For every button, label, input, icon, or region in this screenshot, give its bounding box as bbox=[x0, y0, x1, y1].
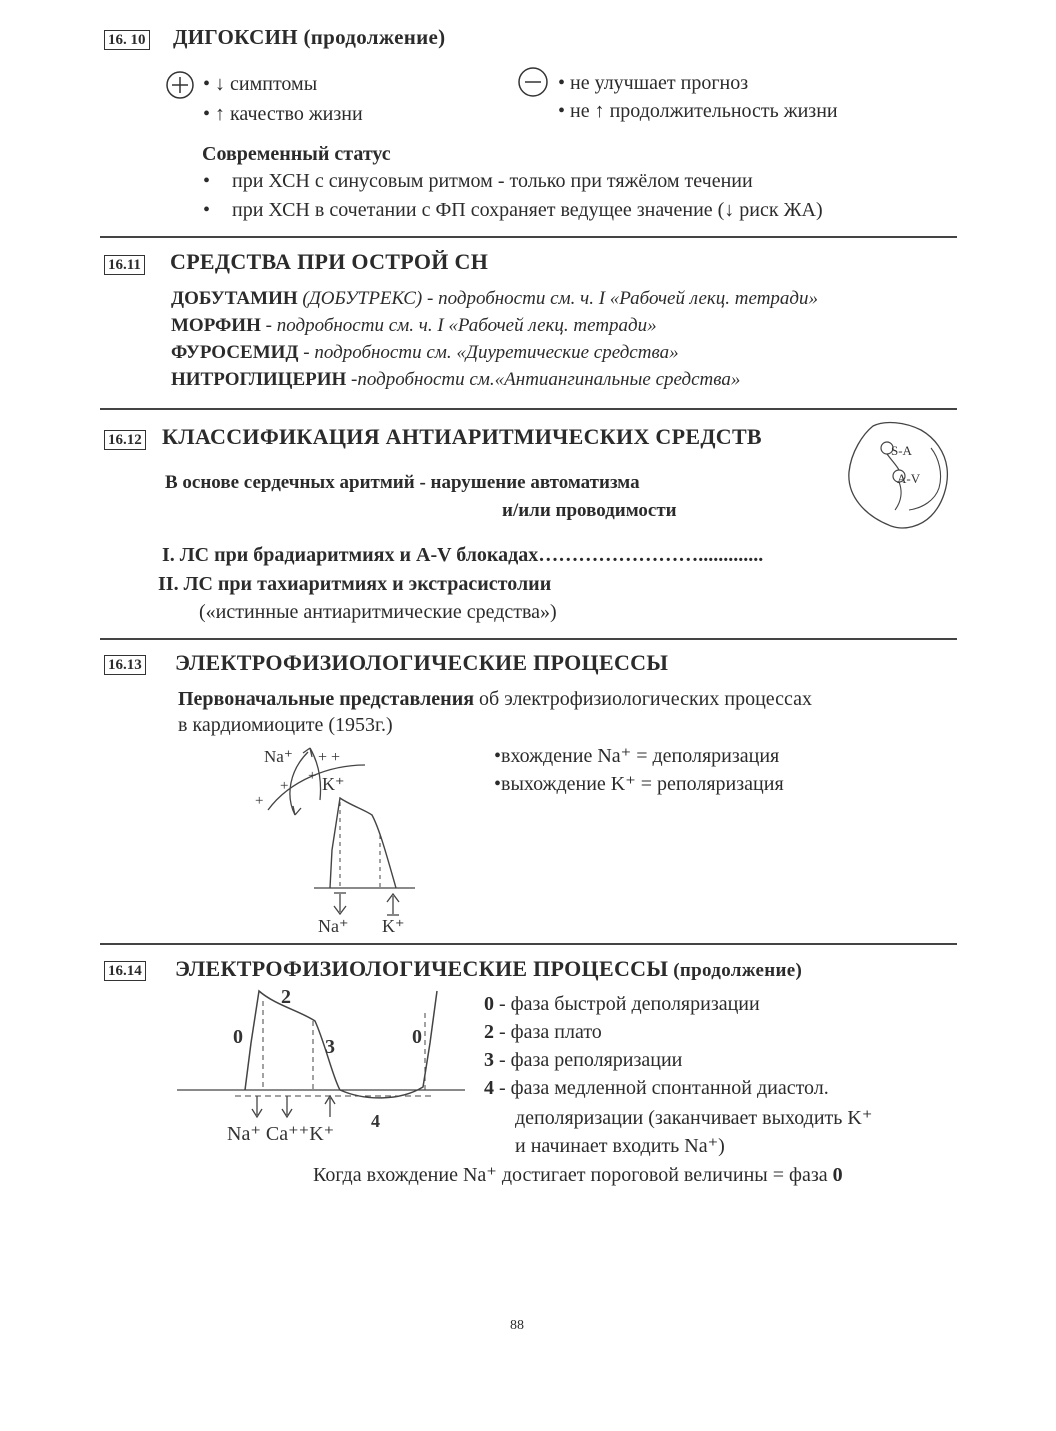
section-number-16-11: 16.11 bbox=[104, 255, 145, 275]
action-potential-phases-diagram bbox=[175, 983, 475, 1148]
plus-item: • ↑ качество жизни bbox=[203, 103, 363, 125]
drug-line-morphine: МОРФИН - подробности см. ч. I «Рабочей лекц. тетради» bbox=[171, 315, 657, 336]
section-divider bbox=[100, 943, 957, 945]
minus-item: • не улучшает прогноз bbox=[558, 72, 749, 94]
k-label: K⁺ bbox=[382, 916, 405, 936]
section-title-antiarrhythmic: КЛАССИФИКАЦИЯ АНТИАРИТМИЧЕСКИХ СРЕДСТВ bbox=[162, 424, 762, 449]
intro-line-1: Первоначальные представления об электрофизиологических процессах bbox=[178, 688, 813, 710]
section-divider bbox=[100, 236, 957, 238]
phase-4-continuation-2: и начинает входить Na⁺) bbox=[515, 1135, 725, 1157]
phase-0-label: 0 bbox=[233, 1026, 243, 1048]
basis-line-2: и/или проводимости bbox=[502, 500, 677, 521]
threshold-line: Когда вхождение Na⁺ достигает пороговой величины = фаза 0 bbox=[313, 1164, 843, 1186]
plus-item: • ↓ симптомы bbox=[203, 73, 318, 95]
ions-label: Na⁺ Ca⁺⁺K⁺ bbox=[227, 1123, 335, 1145]
section-title-digoxin: ДИГОКСИН (продолжение) bbox=[173, 25, 446, 49]
phase-line-2: 2 - фаза плато bbox=[484, 1021, 602, 1043]
na-label: Na⁺ bbox=[318, 916, 349, 936]
svg-text:K⁺: K⁺ bbox=[322, 774, 345, 794]
section-number-16-10: 16. 10 bbox=[104, 30, 150, 50]
drug-line-dobutamine: ДОБУТАМИН (ДОБУТРЕКС) - подробности см. ч. I «Рабочей лекц. тетради» bbox=[171, 288, 819, 309]
phase-4-continuation-1: деполяризации (заканчивает выходить K⁺ bbox=[515, 1107, 873, 1129]
bullet-repolarization: •выхождение K⁺ = реполяризация bbox=[494, 773, 784, 795]
drug-line-furosemide: ФУРОСЕМИД - подробности см. «Диуретические средства» bbox=[171, 342, 679, 363]
section-title-electrophys-cont: ЭЛЕКТРОФИЗИОЛОГИЧЕСКИЕ ПРОЦЕССЫ (продолжение) bbox=[175, 956, 803, 981]
heart-sa-label: S-A bbox=[891, 443, 912, 458]
bullet-dot: • bbox=[203, 199, 211, 221]
status-item: при ХСН в сочетании с ФП сохраняет ведущее значение (↓ риск ЖА) bbox=[232, 199, 823, 221]
drug-line-nitroglycerin: НИТРОГЛИЦЕРИН -подробности см.«Антиангинальные средства» bbox=[171, 369, 741, 390]
heart-conduction-icon bbox=[843, 418, 955, 533]
phase-4-label: 4 bbox=[371, 1111, 380, 1131]
ion-exchange-diagram bbox=[250, 740, 430, 940]
bullet-depolarization: •вхождение Na⁺ = деполяризация bbox=[494, 745, 780, 767]
minus-item: • не ↑ продолжительность жизни bbox=[558, 100, 838, 122]
class-i-line: I. ЛС при брадиаритмиях и A-V блокадах……………………............. bbox=[162, 544, 764, 566]
svg-text:+ +: + + bbox=[318, 749, 341, 766]
phase-line-4: 4 - фаза медленной спонтанной диастол. bbox=[484, 1077, 829, 1099]
plus-circle-icon bbox=[165, 70, 195, 100]
section-title-electrophys: ЭЛЕКТРОФИЗИОЛОГИЧЕСКИЕ ПРОЦЕССЫ bbox=[175, 650, 669, 675]
page-number: 88 bbox=[510, 1318, 524, 1333]
heart-av-label: A-V bbox=[897, 471, 921, 486]
phase-0-label-right: 0 bbox=[412, 1026, 422, 1048]
class-ii-note: («истинные антиаритмические средства») bbox=[199, 601, 557, 623]
svg-text:Na⁺: Na⁺ bbox=[264, 747, 293, 766]
section-divider bbox=[100, 408, 957, 410]
minus-circle-icon bbox=[517, 67, 549, 97]
section-number-16-13: 16.13 bbox=[104, 655, 146, 675]
svg-text:+: + bbox=[280, 778, 289, 794]
section-divider bbox=[100, 638, 957, 640]
svg-text:+: + bbox=[308, 768, 317, 784]
intro-line-2: в кардиомиоците (1953г.) bbox=[178, 714, 393, 736]
section-number-16-14: 16.14 bbox=[104, 961, 146, 981]
basis-line-1: В основе сердечных аритмий - нарушение автоматизма bbox=[165, 472, 640, 493]
status-title: Современный статус bbox=[202, 143, 391, 165]
svg-text:+: + bbox=[255, 793, 264, 809]
phase-line-3: 3 - фаза реполяризации bbox=[484, 1049, 683, 1071]
status-item: при ХСН с синусовым ритмом - только при тяжёлом течении bbox=[232, 170, 753, 192]
phase-3-label: 3 bbox=[325, 1036, 335, 1058]
class-ii-line: II. ЛС при тахиаритмиях и экстрасистолии bbox=[158, 573, 552, 595]
bullet-dot: • bbox=[203, 170, 211, 192]
section-number-16-12: 16.12 bbox=[104, 430, 146, 450]
section-title-acute-hf: СРЕДСТВА ПРИ ОСТРОЙ СН bbox=[170, 249, 489, 274]
phase-2-label: 2 bbox=[281, 986, 291, 1008]
phase-line-0: 0 - фаза быстрой деполяризации bbox=[484, 993, 760, 1015]
